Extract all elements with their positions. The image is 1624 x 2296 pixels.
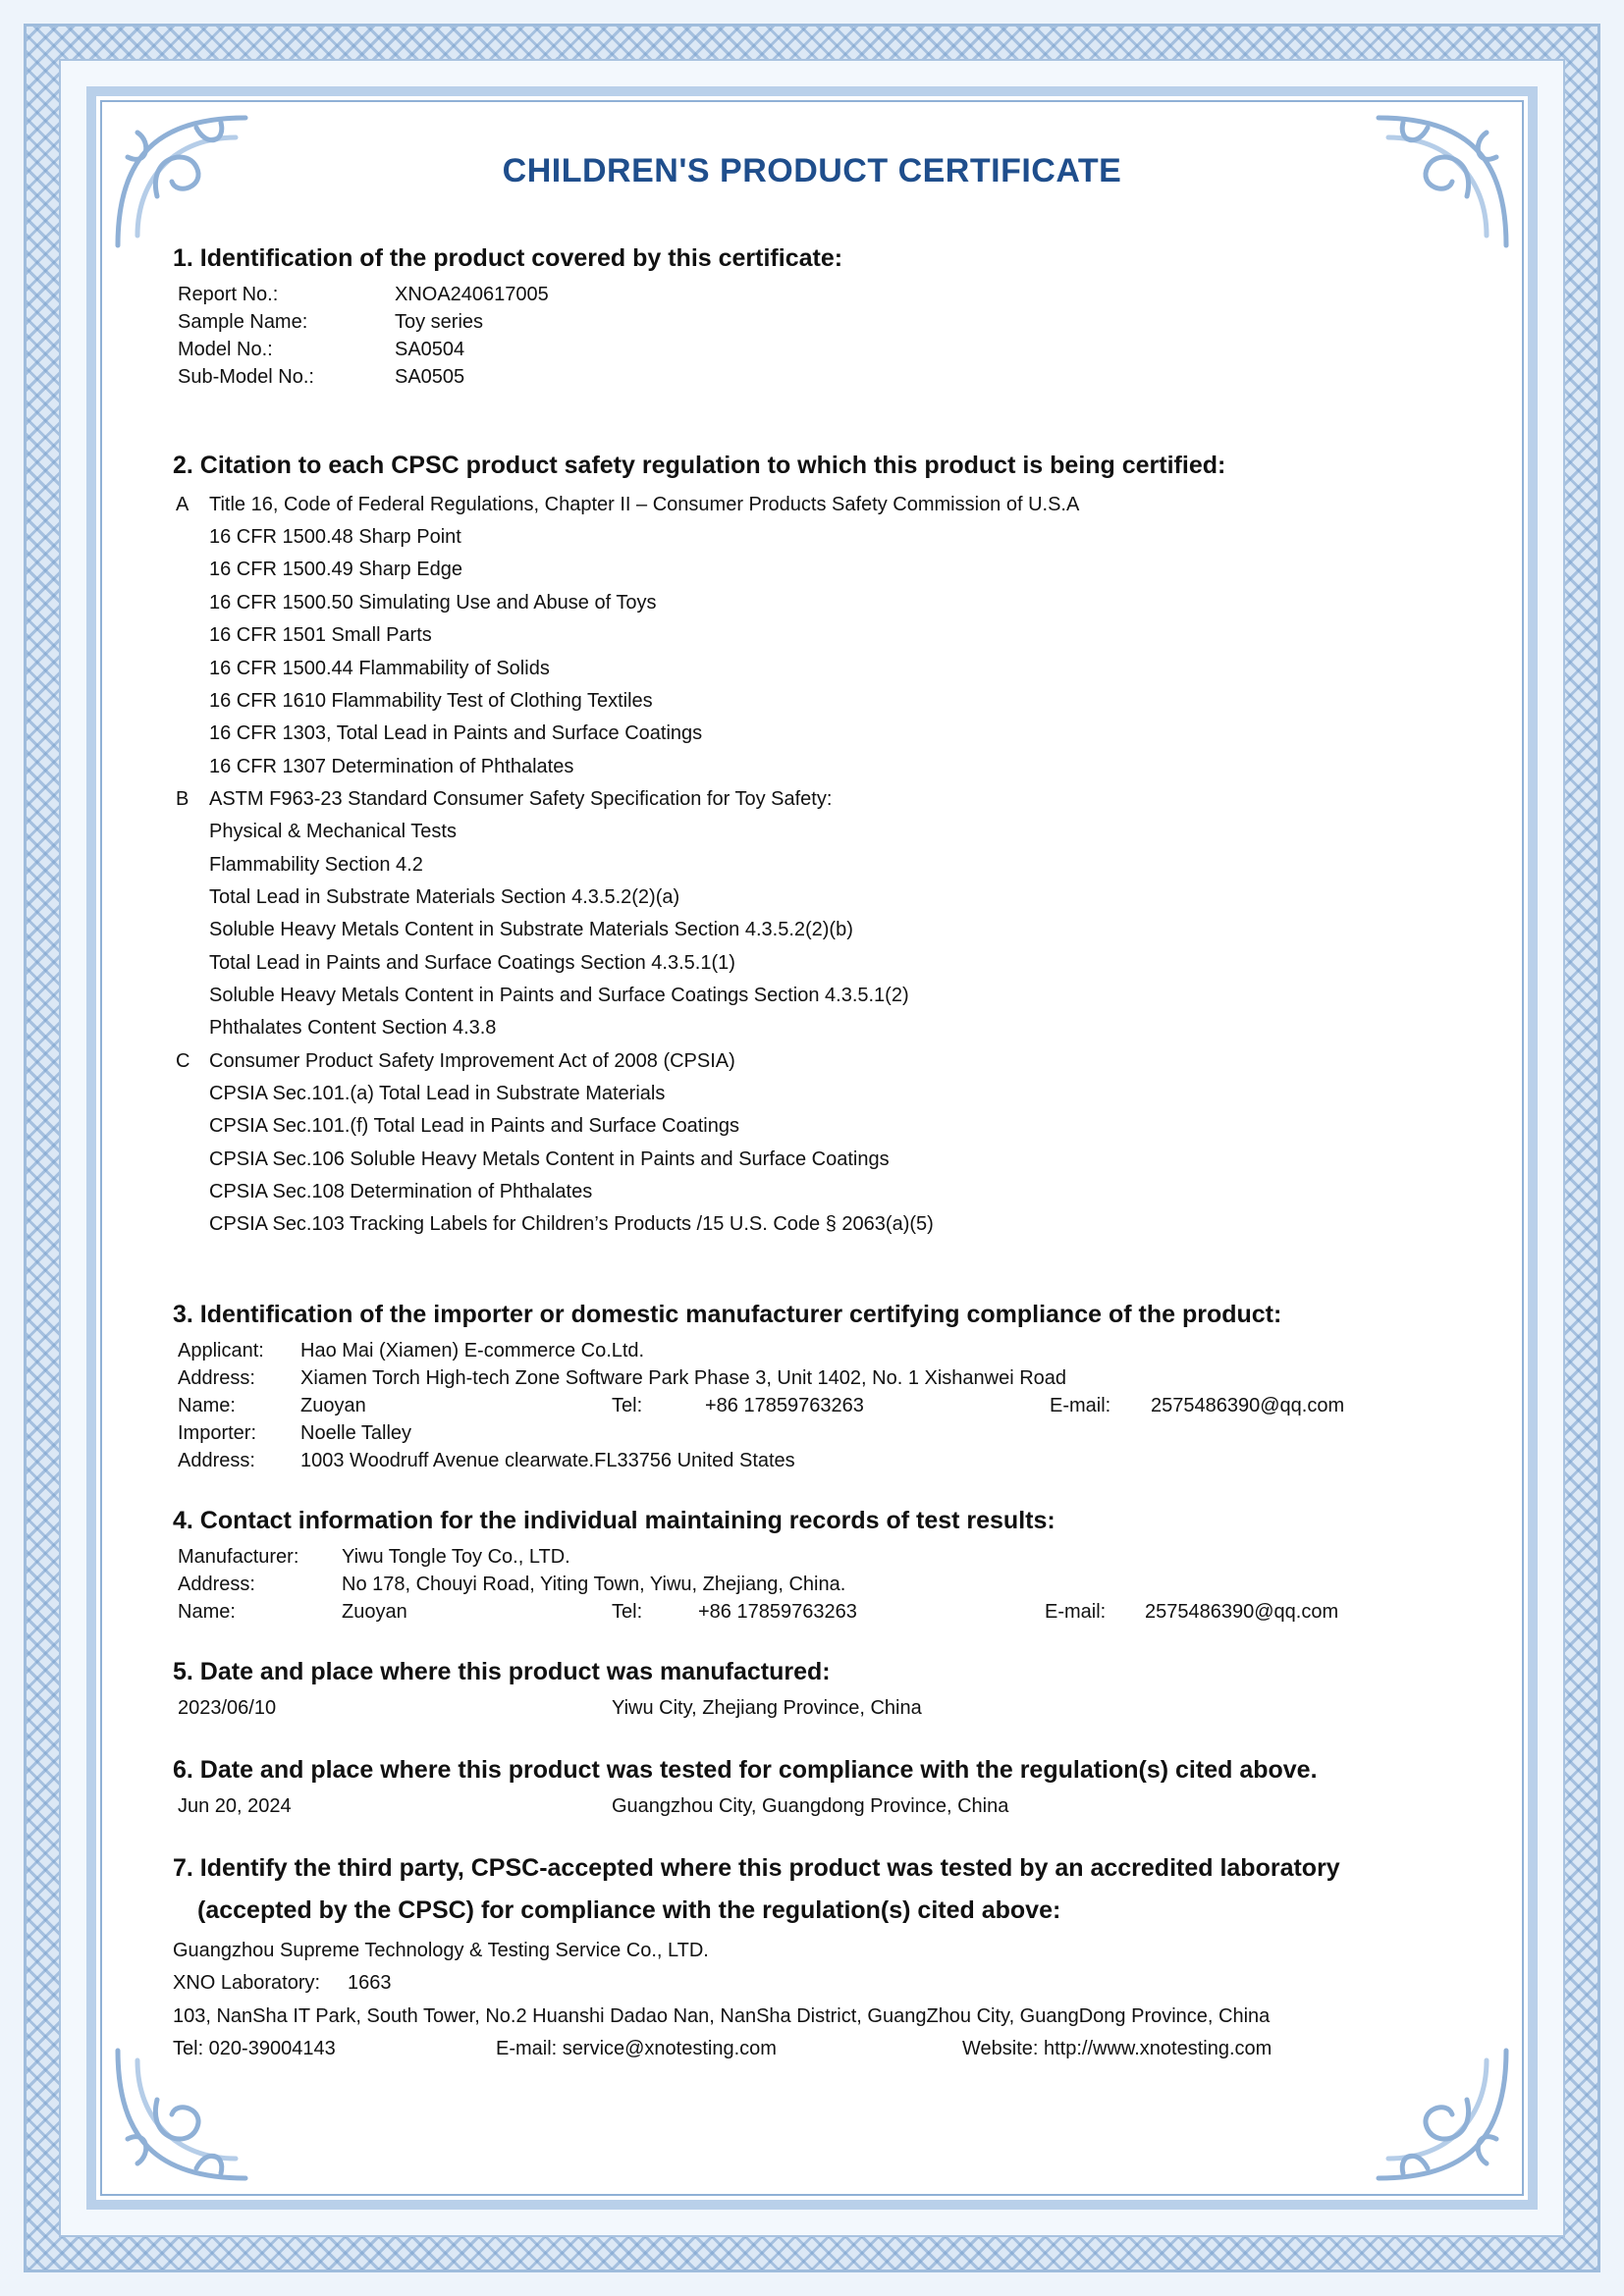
records-email-label: E-mail: [1045, 1601, 1107, 1623]
section6-heading: 6. Date and place where this product was tested for compliance with the regulation(s) cited above. [173, 1756, 1318, 1784]
regulation-line: CPSIA Sec.103 Tracking Labels for Children’s Products /15 U.S. Code § 2063(a)(5) [209, 1213, 934, 1235]
group-letter-a: A [176, 494, 189, 515]
records-name-value: Zuoyan [342, 1601, 407, 1623]
regulation-line: CPSIA Sec.106 Soluble Heavy Metals Content in Paints and Surface Coatings [209, 1148, 890, 1170]
group-letter-b: B [176, 788, 189, 810]
regulation-line: 16 CFR 1500.48 Sharp Point [209, 526, 461, 548]
importer-label: Importer: [178, 1422, 257, 1444]
applicant-address-value: Xiamen Torch High-tech Zone Software Park Phase 3, Unit 1402, No. 1 Xishanwei Road [300, 1367, 1067, 1389]
applicant-email-label: E-mail: [1050, 1395, 1111, 1416]
regulation-line: Consumer Product Safety Improvement Act of 2008 (CPSIA) [209, 1050, 735, 1072]
lab-address: 103, NanSha IT Park, South Tower, No.2 Huanshi Dadao Nan, NanSha District, GuangZhou City, GuangDong Province, China [173, 2005, 1271, 2027]
records-email-value: 2575486390@qq.com [1145, 1601, 1339, 1623]
section3-heading: 3. Identification of the importer or domestic manufacturer certifying compliance of the product: [173, 1301, 1282, 1328]
sub-model-no-label: Sub-Model No.: [178, 366, 314, 388]
regulation-line: 16 CFR 1303, Total Lead in Paints and Surface Coatings [209, 722, 703, 744]
regulation-line: Soluble Heavy Metals Content in Substrate Materials Section 4.3.5.2(2)(b) [209, 919, 853, 940]
lab-label: XNO Laboratory: [173, 1972, 321, 1994]
model-no-label: Model No.: [178, 339, 273, 360]
regulation-line: Total Lead in Substrate Materials Section 4.3.5.2(2)(a) [209, 886, 680, 908]
regulation-line: 16 CFR 1307 Determination of Phthalates [209, 756, 574, 777]
importer-address-value: 1003 Woodruff Avenue clearwate.FL33756 United States [300, 1450, 795, 1471]
manufacturer-address-label: Address: [178, 1574, 255, 1595]
regulation-line: 16 CFR 1501 Small Parts [209, 624, 432, 646]
applicant-address-label: Address: [178, 1367, 255, 1389]
applicant-tel-label: Tel: [612, 1395, 643, 1416]
applicant-tel-value: +86 17859763263 [705, 1395, 864, 1416]
applicant-label: Applicant: [178, 1340, 264, 1362]
section4-heading: 4. Contact information for the individual maintaining records of test results: [173, 1507, 1056, 1534]
records-tel-value: +86 17859763263 [698, 1601, 857, 1623]
applicant-name-value: Zuoyan [300, 1395, 366, 1416]
regulation-line: CPSIA Sec.108 Determination of Phthalates [209, 1181, 593, 1202]
test-date: Jun 20, 2024 [178, 1795, 292, 1817]
regulation-line: Soluble Heavy Metals Content in Paints and Surface Coatings Section 4.3.5.1(2) [209, 985, 909, 1006]
sample-name-value: Toy series [395, 311, 484, 333]
lab-email: E-mail: service@xnotesting.com [496, 2038, 777, 2059]
regulation-line: ASTM F963-23 Standard Consumer Safety Specification for Toy Safety: [209, 788, 833, 810]
section7-heading-line1: 7. Identify the third party, CPSC-accepted where this product was tested by an accredited laboratory [173, 1854, 1340, 1882]
regulation-line: CPSIA Sec.101.(f) Total Lead in Paints and Surface Coatings [209, 1115, 739, 1137]
section5-heading: 5. Date and place where this product was manufactured: [173, 1658, 831, 1685]
applicant-name-label: Name: [178, 1395, 236, 1416]
sample-name-label: Sample Name: [178, 311, 308, 333]
regulation-line: Flammability Section 4.2 [209, 854, 423, 876]
test-place: Guangzhou City, Guangdong Province, China [612, 1795, 1009, 1817]
records-name-label: Name: [178, 1601, 236, 1623]
manufacturer-address-value: No 178, Chouyi Road, Yiting Town, Yiwu, Zhejiang, China. [342, 1574, 846, 1595]
lab-number: 1663 [348, 1972, 392, 1994]
group-letter-c: C [176, 1050, 190, 1072]
records-tel-label: Tel: [612, 1601, 643, 1623]
regulation-line: 16 CFR 1610 Flammability Test of Clothing Textiles [209, 690, 653, 712]
regulation-line: Physical & Mechanical Tests [209, 821, 457, 842]
applicant-value: Hao Mai (Xiamen) E-commerce Co.Ltd. [300, 1340, 645, 1362]
model-no-value: SA0504 [395, 339, 465, 360]
regulation-line: CPSIA Sec.101.(a) Total Lead in Substrate Materials [209, 1083, 666, 1104]
certificate-title: CHILDREN'S PRODUCT CERTIFICATE [502, 152, 1122, 189]
lab-website: Website: http://www.xnotesting.com [962, 2038, 1272, 2059]
importer-address-label: Address: [178, 1450, 255, 1471]
report-no-label: Report No.: [178, 284, 279, 305]
regulation-line: 16 CFR 1500.50 Simulating Use and Abuse of Toys [209, 592, 657, 614]
manufacture-place: Yiwu City, Zhejiang Province, China [612, 1697, 922, 1719]
section2-heading: 2. Citation to each CPSC product safety regulation to which this product is being certified: [173, 452, 1226, 479]
report-no-value: XNOA240617005 [395, 284, 549, 305]
manufacture-date: 2023/06/10 [178, 1697, 277, 1719]
lab-tel: Tel: 020-39004143 [173, 2038, 336, 2059]
regulation-line: Phthalates Content Section 4.3.8 [209, 1017, 497, 1039]
lab-company: Guangzhou Supreme Technology & Testing Service Co., LTD. [173, 1940, 709, 1961]
section1-heading: 1. Identification of the product covered by this certificate: [173, 244, 843, 272]
regulation-line: 16 CFR 1500.49 Sharp Edge [209, 559, 462, 580]
regulation-line: Total Lead in Paints and Surface Coatings Section 4.3.5.1(1) [209, 952, 735, 974]
regulation-line: 16 CFR 1500.44 Flammability of Solids [209, 658, 550, 679]
applicant-email-value: 2575486390@qq.com [1151, 1395, 1345, 1416]
section7-heading-line2: (accepted by the CPSC) for compliance with the regulation(s) cited above: [197, 1896, 1061, 1924]
manufacturer-value: Yiwu Tongle Toy Co., LTD. [342, 1546, 570, 1568]
importer-value: Noelle Talley [300, 1422, 412, 1444]
manufacturer-label: Manufacturer: [178, 1546, 299, 1568]
regulation-line: Title 16, Code of Federal Regulations, Chapter II – Consumer Products Safety Commission of U.S.A [209, 494, 1080, 515]
sub-model-no-value: SA0505 [395, 366, 465, 388]
